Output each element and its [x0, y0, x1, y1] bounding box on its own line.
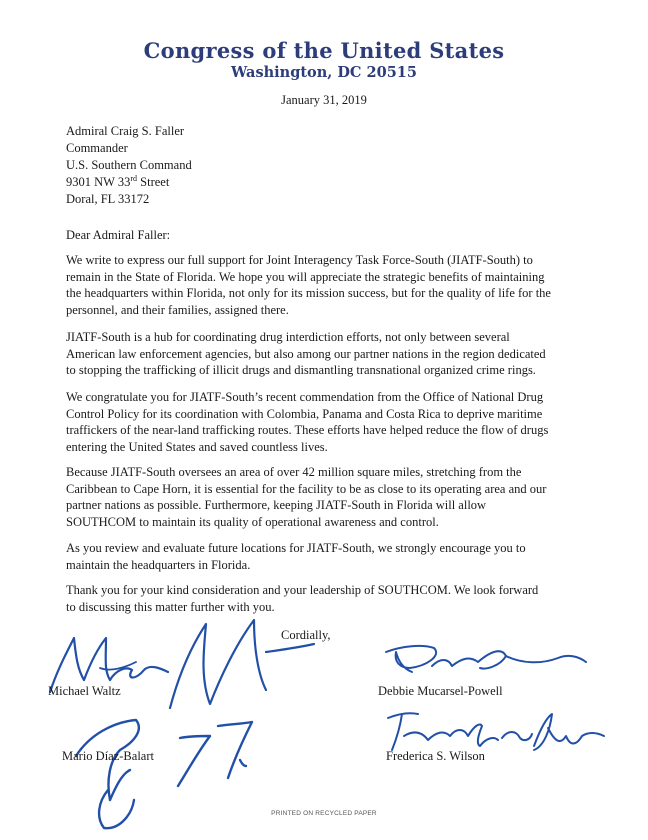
paragraph-line: Control Policy for its coordination with Colombia, Panama and Costa Rica to deprive maritime: [66, 406, 543, 421]
paragraph-4: [66, 464, 586, 530]
paragraph-line: traffickers of the near-land trafficking routes. These efforts have helped reduce the flow of drugs: [66, 423, 549, 437]
paragraph-5: [66, 540, 586, 573]
paragraph-line: Thank you for your kind consideration and your leadership of SOUTHCOM. We look forward: [66, 583, 539, 597]
recipient-name: Admiral Craig S. Faller: [66, 124, 185, 138]
recipient-city: Doral, FL 33172: [66, 192, 150, 206]
paragraph-line: Caribbean to Cape Horn, it is essential for the facility to be as close to its operating area and our: [66, 481, 547, 496]
paragraph-line: As you review and evaluate future locations for JIATF-South, we strongly encourage you to: [66, 541, 526, 555]
paragraph-line: remain in the State of Florida. We hope you will appreciate the strategic benefits of maintaining: [66, 269, 545, 284]
paragraph-line: SOUTHCOM to maintain its quality of operational awareness and control.: [66, 514, 439, 529]
salutation: Dear Admiral Faller:: [66, 228, 171, 242]
letter-date: January 31, 2019: [281, 93, 367, 107]
street-name: Street: [137, 175, 170, 189]
closing: Cordially,: [281, 628, 331, 642]
signature-debbie-mucarsel-powell: [382, 630, 592, 690]
paragraph-line: Because JIATF-South oversees an area of over 42 million square miles, stretching from the: [66, 465, 522, 479]
recipient-address-block: [66, 123, 192, 208]
signatory-name: Mario Díaz-Balart: [62, 749, 154, 763]
street-number: 9301 NW 33: [66, 175, 131, 189]
signatory-name: Michael Waltz: [48, 684, 121, 698]
paragraph-line: entering the United States and saved countless lives.: [66, 439, 328, 454]
paragraph-line: personnel, and their families, assigned there.: [66, 302, 289, 317]
letterhead-address: Washington, DC 20515: [231, 64, 417, 81]
paragraph-3: [66, 389, 586, 455]
paragraph-1: [66, 252, 586, 318]
signatory-name: Debbie Mucarsel-Powell: [378, 684, 503, 698]
paragraph-line: JIATF-South is a hub for coordinating drug interdiction efforts, not only between several: [66, 330, 510, 344]
paragraph-line: to discussing this matter further with you.: [66, 599, 275, 614]
street-ordinal: rd: [130, 174, 138, 183]
recycled-paper-footer: PRINTED ON RECYCLED PAPER: [271, 810, 377, 817]
signatory-name: Frederica S. Wilson: [386, 749, 485, 763]
paragraph-line: We write to express our full support for Joint Interagency Task Force-South (JIATF-South) to: [66, 253, 533, 267]
paragraph-line: the headquarters within Florida, not only for its mission success, but for the quality of life for the: [66, 286, 551, 300]
paragraph-line: to stopping the trafficking of illicit drugs and dismantling transnational organized crime rings.: [66, 363, 536, 377]
signature-mario-diaz-balart: [70, 690, 270, 840]
letterhead-title: Congress of the United States: [143, 38, 505, 63]
paragraph-line: American law enforcement agencies, but also among our partner nations in the region dedicated: [66, 346, 546, 361]
recipient-title: Commander: [66, 141, 128, 155]
paragraph-line: partner nations as possible. Furthermore, keeping JIATF-South in Florida will allow: [66, 498, 487, 512]
paragraph-line: We congratulate you for JIATF-South’s recent commendation from the Office of National Drug: [66, 390, 544, 404]
recipient-street: [66, 174, 192, 191]
paragraph-line: maintain the headquarters in Florida.: [66, 557, 251, 572]
recipient-org: U.S. Southern Command: [66, 158, 192, 172]
paragraph-2: [66, 329, 586, 379]
